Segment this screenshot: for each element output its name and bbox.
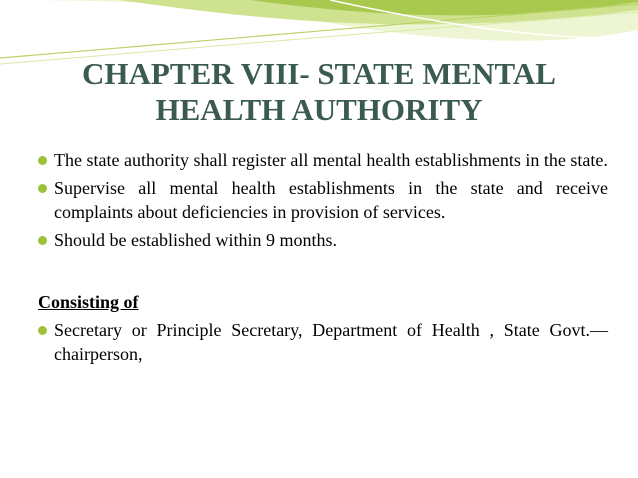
- bullet-dot-icon: [38, 156, 47, 165]
- bullet-item: [38, 148, 608, 172]
- slide-body: [38, 148, 608, 370]
- bullet-item: [38, 228, 608, 252]
- slide-title: [0, 56, 638, 128]
- bullet-dot-icon: [38, 184, 47, 193]
- bullet-item: [38, 318, 608, 366]
- spacer: [38, 256, 608, 290]
- bullet-text: Secretary or Principle Secretary, Department of Health , State Govt.—chairperson,: [54, 320, 608, 364]
- bullet-text: The state authority shall register all mental health establishments in the state.: [54, 150, 608, 170]
- slide-title-line-1: CHAPTER VIII- STATE MENTAL: [82, 56, 556, 91]
- slide-title-line-2: HEALTH AUTHORITY: [155, 92, 483, 127]
- bullet-text: Supervise all mental health establishments in the state and receive complaints about deficiencies in provision of services.: [54, 178, 608, 222]
- bullet-text: Should be established within 9 months.: [54, 230, 337, 250]
- bullet-dot-icon: [38, 236, 47, 245]
- bullet-dot-icon: [38, 326, 47, 335]
- bullet-item: [38, 176, 608, 224]
- section-heading: Consisting of: [38, 292, 139, 312]
